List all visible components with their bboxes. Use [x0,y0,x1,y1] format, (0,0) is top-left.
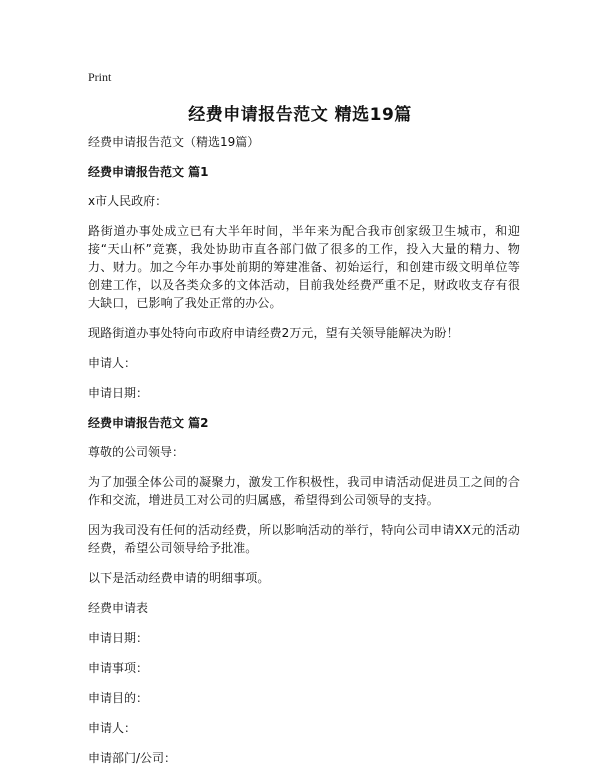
applicant-label: 申请人： [88,356,137,370]
body-paragraph: 路街道办事处成立已有大半年时间，半年来为配合我市创家级卫生城市，和迎接“天山杯”竞赛，我处协助市直各部门做了很多的工作，投入大量的精力、物力、财力。加之今年办事处前期的筹建准备、初始运行，和创建市级文明单位等创建工作，以及各类众多的文体活动，目前我处经费严重不足，财政收支存有很大缺口，已影响了我处正常的办公。 [88,224,520,310]
date-label: 申请日期： [88,386,149,400]
form-field-label: 申请事项： [88,661,149,675]
form-title: 经费申请表 [88,601,149,615]
section-heading-1: 经费申请报告范文 篇1 [88,165,209,179]
form-field-label: 申请日期： [88,631,149,645]
body-paragraph: 现路街道办事处特向市政府申请经费2万元，望有关领导能解决为盼！ [88,326,459,340]
page-title: 经费申请报告范文 精选19篇 [188,105,412,125]
body-paragraph: 因为我司没有任何的活动经费，所以影响活动的举行，特向公司申请XX元的活动经费，希望公司领导给予批准。 [88,523,520,555]
form-field-label: 申请人： [88,721,137,735]
salutation-2: 尊敬的公司领导： [88,445,185,459]
body-paragraph: 为了加强全体公司的凝聚力，激发工作积极性，我司申请活动促进员工之间的合作和交流，增进员工对公司的归属感，希望得到公司领导的支持。 [88,475,520,507]
print-label: Print [88,70,112,84]
form-field-label: 申请目的： [88,691,149,705]
salutation-1: x市人民政府： [88,194,168,208]
body-paragraph: 以下是活动经费申请的明细事项。 [88,571,270,585]
document-subtitle: 经费申请报告范文（精选19篇） [88,135,260,149]
form-field-label: 申请部门/公司： [88,751,177,765]
section-heading-2: 经费申请报告范文 篇2 [88,416,209,430]
document-body [88,133,520,779]
